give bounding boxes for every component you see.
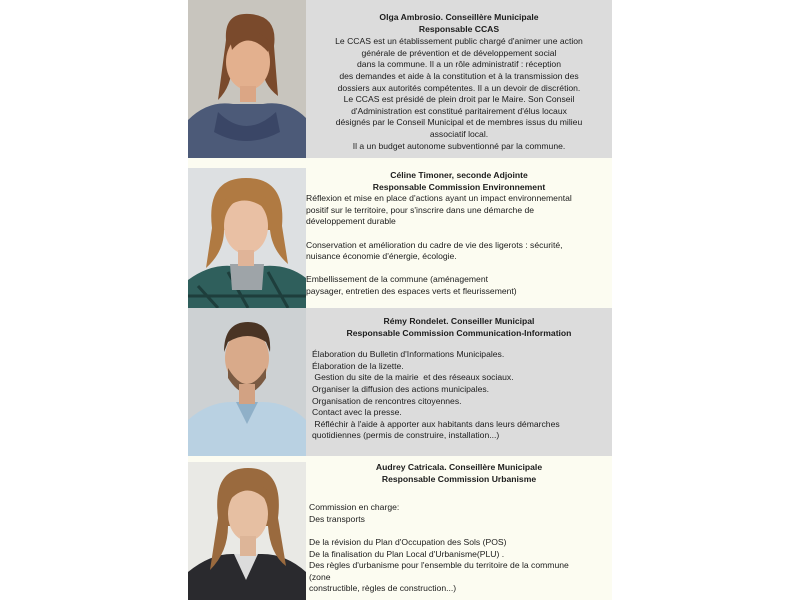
description-line: De la finalisation du Plan Local d'Urbanisme(PLU) . (309, 548, 505, 559)
member-card-audrey (188, 456, 612, 600)
member-text-olga (306, 0, 612, 158)
member-card-olga (188, 0, 612, 158)
description-line: positif sur le territoire, pour s'inscrire dans une démarche de (306, 204, 535, 215)
description-line: Conservation et amélioration du cadre de vie des ligerots : sécurité, (306, 239, 563, 250)
member-card-remy (188, 308, 612, 456)
member-text-remy (306, 308, 612, 456)
description-line: d'Administration est constitué paritairement d'élus locaux (351, 105, 567, 116)
member-responsibility: Responsable Commission Communication-Information (346, 327, 572, 338)
description-line: dossiers aux autorités compétentes. Il a un devoir de discrétion. (337, 82, 581, 93)
description-line: Des règles d'urbanisme pour l'ensemble du territoire de la commune (309, 560, 569, 571)
member-responsibility: Responsable Commission Urbanisme (381, 473, 537, 484)
description-line: paysager, entretien des espaces verts et fleurissement) (306, 285, 517, 296)
member-text-celine (306, 158, 612, 308)
member-title (306, 316, 612, 339)
description-line: Le CCAS est un établissement public chargé d'animer une action (335, 36, 583, 47)
description-line: (zone (309, 571, 331, 582)
description-line (309, 525, 602, 537)
description-line: Élaboration de la lizette. (312, 360, 404, 371)
member-name-role: Rémy Rondelet. Conseiller Municipal (383, 316, 535, 326)
description-line: Gestion du site de la mairie et des réseaux sociaux. (312, 372, 514, 383)
description-line: des demandes et aide à la constitution et à la transmission des (339, 70, 579, 81)
description-line: Réflexion et mise en place d'actions ayant un impact environnemental (306, 193, 572, 204)
description-line (306, 228, 606, 240)
description-line: Réfléchir à l'aide à apporter aux habitants dans leurs démarches (312, 418, 560, 429)
council-members-page (188, 0, 612, 600)
description-line: Organisation de rencontres citoyennes. (312, 395, 462, 406)
member-description (306, 35, 612, 152)
description-line: désignés par le Conseil Municipal et de membres issus du milieu (335, 117, 583, 128)
member-responsibility: Responsable Commission Environnement (372, 181, 546, 192)
description-line: Il a un budget autonome subventionné par la commune. (352, 140, 566, 151)
member-title (306, 170, 612, 193)
member-description (306, 485, 612, 595)
description-line: associatif local. (429, 128, 489, 139)
member-card-celine (188, 158, 612, 308)
description-line: De la révision du Plan d'Occupation des Sols (POS) (309, 536, 507, 547)
description-line: Le CCAS est présidé de plein droit par le Maire. Son Conseil (343, 94, 575, 105)
description-line: Organiser la diffusion des actions municipales. (312, 383, 490, 394)
member-photo-olga (188, 0, 306, 158)
description-line: constructible, règles de construction...) (309, 583, 457, 594)
member-photo-audrey (188, 462, 306, 600)
description-line: développement durable (306, 216, 396, 227)
member-title (306, 462, 612, 485)
description-line: Élaboration du Bulletin d'Informations Municipales. (312, 349, 505, 360)
description-line: Contact avec la presse. (312, 407, 402, 418)
member-name-role: Céline Timoner, seconde Adjointe (390, 170, 528, 180)
member-text-audrey (306, 456, 612, 600)
description-line (306, 263, 606, 275)
member-photo-celine (188, 168, 306, 308)
description-line: Commission en charge: (309, 502, 400, 513)
description-line: Embellissement de la commune (aménagement (306, 274, 488, 285)
member-responsibility: Responsable CCAS (418, 23, 500, 34)
member-title (306, 12, 612, 35)
member-description (306, 193, 612, 297)
description-line: Des transports (309, 513, 365, 524)
member-description (306, 339, 612, 442)
description-line: dans la commune. Il a un rôle administratif : réception (357, 59, 561, 70)
description-line: générale de prévention et de développement social (361, 47, 557, 58)
description-line: nuisance économie d'énergie, écologie. (306, 251, 457, 262)
member-name-role: Audrey Catricala. Conseillère Municipale (375, 462, 543, 472)
member-photo-remy (188, 308, 306, 456)
description-line: quotidiennes (permis de construire, installation...) (312, 430, 500, 441)
member-name-role: Olga Ambrosio. Conseillère Municipale (379, 12, 539, 22)
